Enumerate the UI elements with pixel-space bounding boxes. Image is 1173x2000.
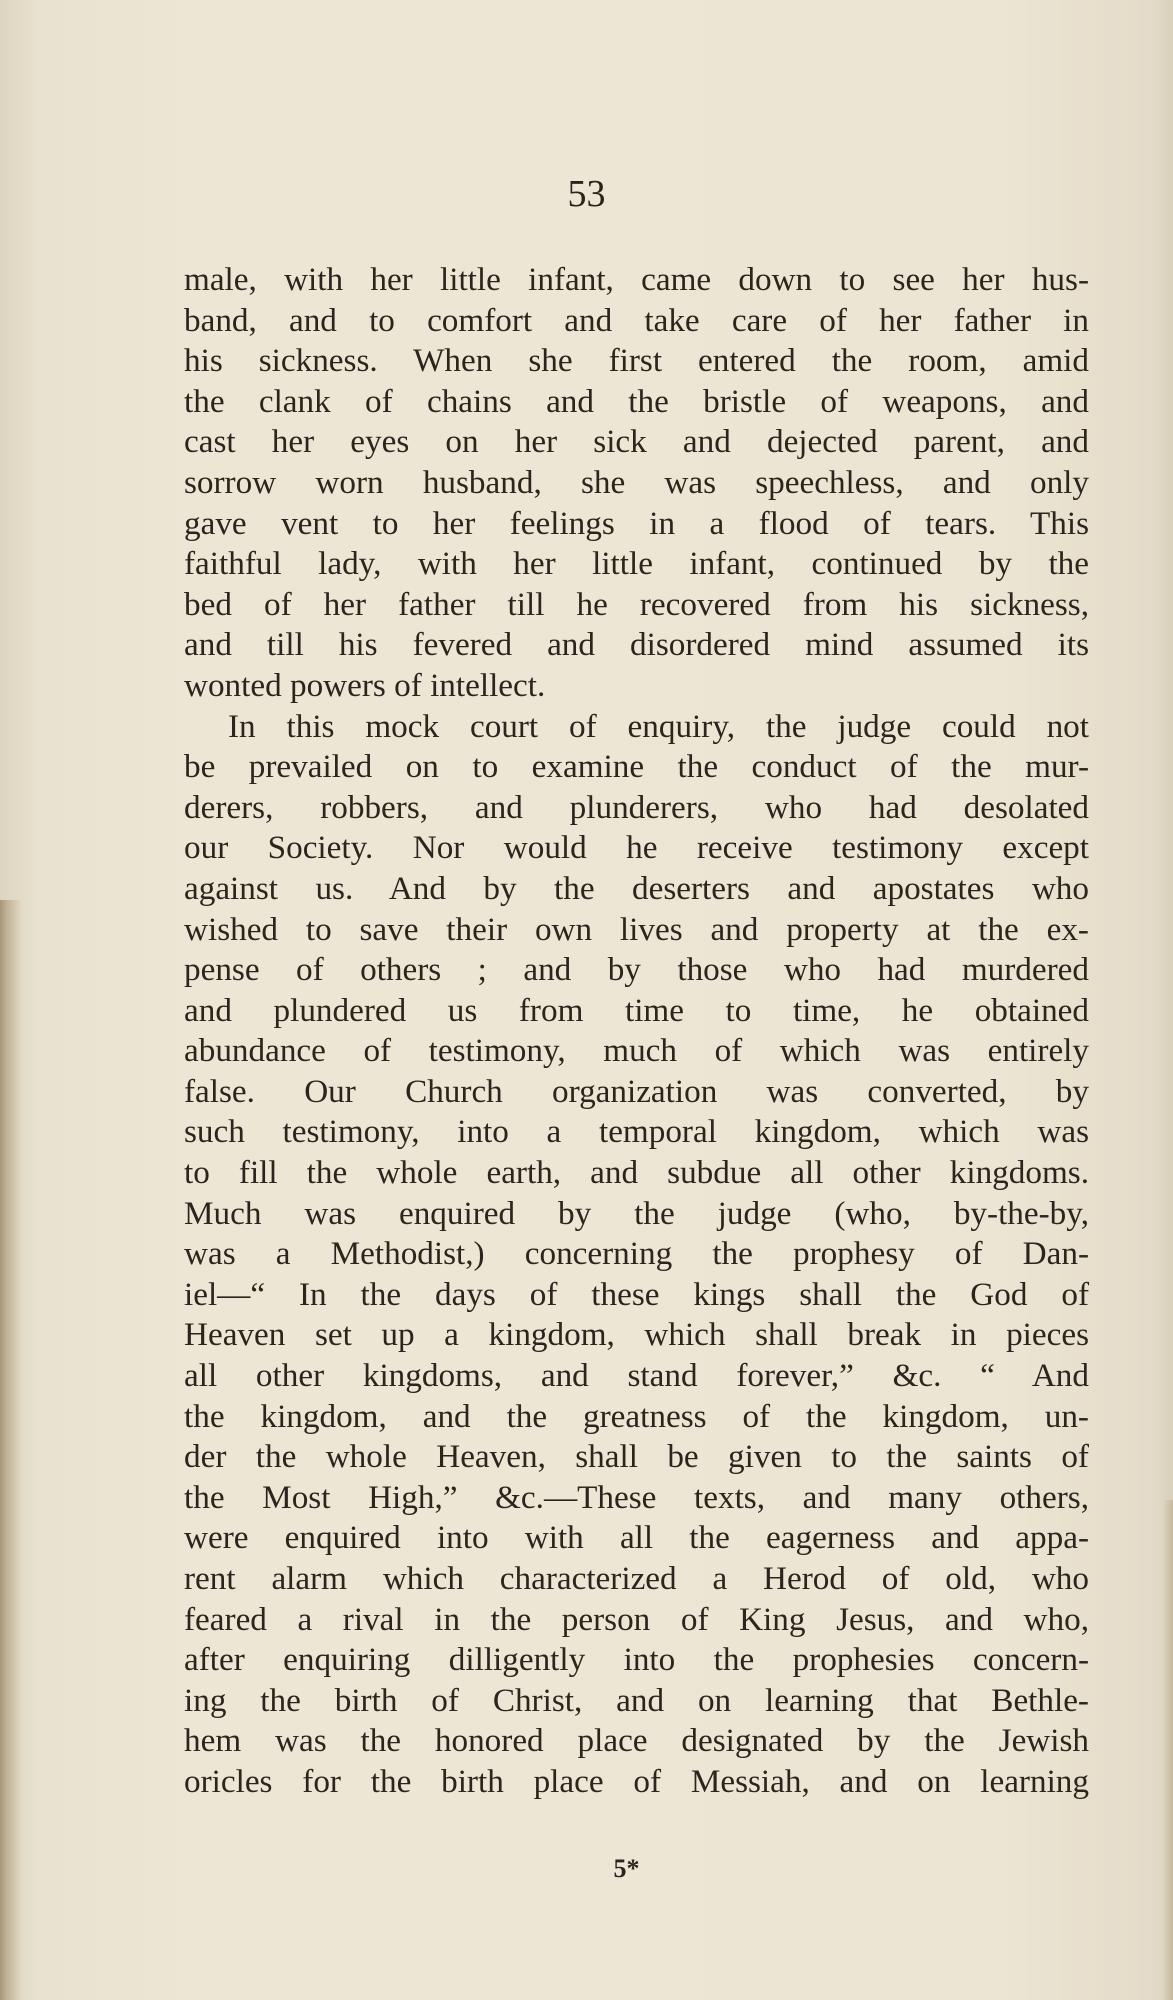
text-line: feared a rival in the person of King Jesus, and who, <box>184 1600 1089 1638</box>
paragraph-start-line: In this mock court of enquiry, the judge could not <box>228 707 1089 745</box>
text-line: band, and to comfort and take care of her father in <box>184 301 1089 339</box>
text-line: cast her eyes on her sick and dejected parent, and <box>184 423 1089 461</box>
text-line: were enquired into with all the eagerness and appa- <box>184 1519 1089 1557</box>
text-line: hem was the honored place designated by the Jewish <box>184 1722 1089 1760</box>
text-line: and plundered us from time to time, he obtained <box>184 991 1089 1029</box>
text-line: iel—“ In the days of these kings shall the God of <box>184 1275 1089 1313</box>
text-line: the Most High,” &c.—These texts, and many others, <box>184 1478 1089 1516</box>
text-line: pense of others ; and by those who had murdered <box>184 951 1089 989</box>
text-line: Heaven set up a kingdom, which shall break in pieces <box>184 1316 1089 1354</box>
text-line: derers, robbers, and plunderers, who had desolated <box>184 788 1089 826</box>
page-number: 53 <box>567 173 606 215</box>
signature-mark: 5* <box>613 1854 640 1883</box>
text-line: Much was enquired by the judge (who, by-the-by, <box>184 1194 1089 1232</box>
paragraph-end-line: wonted powers of intellect. <box>184 666 546 704</box>
text-line: all other kingdoms, and stand forever,” &c. “ And <box>184 1357 1089 1395</box>
text-line: gave vent to her feelings in a flood of tears. This <box>184 504 1089 542</box>
text-line: false. Our Church organization was converted, by <box>184 1072 1089 1110</box>
text-line: male, with her little infant, came down to see her hus- <box>184 261 1089 298</box>
text-line: to fill the whole earth, and subdue all other kingdoms. <box>184 1154 1089 1192</box>
text-line: faithful lady, with her little infant, continued by the <box>184 545 1089 583</box>
page-edge-shadow <box>1163 1500 1173 2000</box>
text-line: his sickness. When she first entered the room, amid <box>184 342 1089 380</box>
text-line: oricles for the birth place of Messiah, and on learning <box>184 1762 1089 1800</box>
text-line: against us. And by the deserters and apostates who <box>184 869 1089 907</box>
body-text <box>184 260 1089 1803</box>
text-line: wished to save their own lives and property at the ex- <box>184 910 1089 948</box>
text-line: the kingdom, and the greatness of the kingdom, un- <box>184 1397 1089 1435</box>
text-line: the clank of chains and the bristle of weapons, and <box>184 382 1089 420</box>
text-line: was a Methodist,) concerning the prophesy of Dan- <box>184 1235 1089 1273</box>
text-line: such testimony, into a temporal kingdom, which was <box>184 1113 1089 1151</box>
text-line: ing the birth of Christ, and on learning that Bethle- <box>184 1681 1089 1719</box>
text-line: rent alarm which characterized a Herod of old, who <box>184 1560 1089 1597</box>
text-line: and till his fevered and disordered mind assumed its <box>184 626 1089 664</box>
text-line: our Society. Nor would he receive testimony except <box>184 829 1089 867</box>
text-line: der the whole Heaven, shall be given to the saints of <box>184 1438 1089 1476</box>
text-line: sorrow worn husband, she was speechless, and only <box>184 463 1089 501</box>
text-line: after enquiring dilligently into the prophesies concern- <box>184 1641 1089 1679</box>
page-binding-shadow <box>0 900 22 2000</box>
text-line: bed of her father till he recovered from his sickness, <box>184 585 1089 623</box>
text-line: be prevailed on to examine the conduct of the mur- <box>184 748 1089 786</box>
text-line: abundance of testimony, much of which was entirely <box>184 1032 1089 1070</box>
